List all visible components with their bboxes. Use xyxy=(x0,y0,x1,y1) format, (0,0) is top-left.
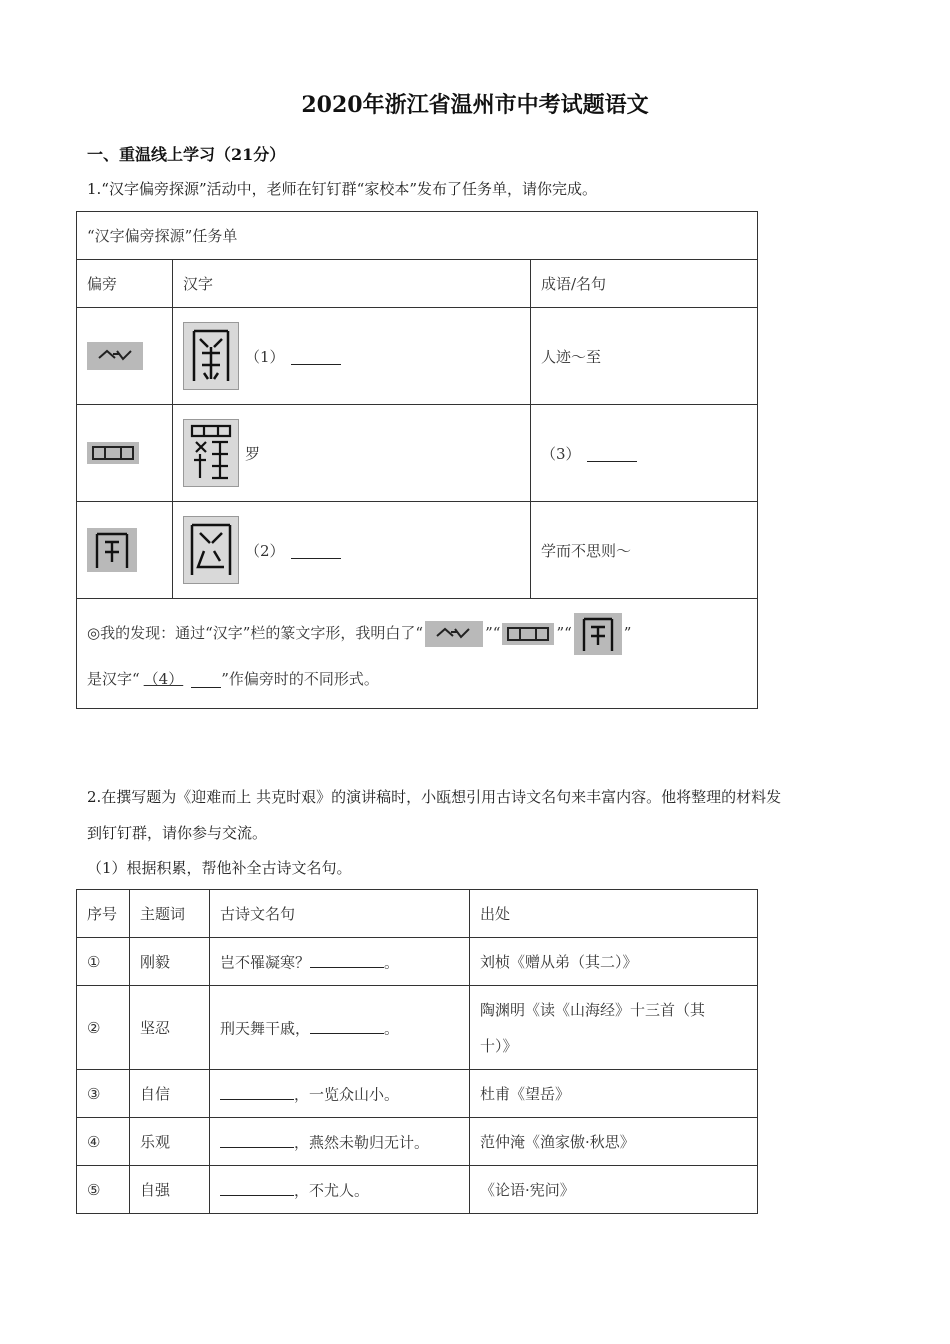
table-row xyxy=(77,1166,758,1214)
seal-character-2-icon xyxy=(183,419,239,487)
poetry-table xyxy=(76,889,758,1214)
row-source: 陶渊明《读《山海经》十三首（其 十）》 xyxy=(470,986,758,1070)
table-row xyxy=(77,986,758,1070)
blank-label-4: （4） xyxy=(143,670,184,688)
phrase-cell: 学而不思则～ xyxy=(531,502,758,599)
discovery-suffix: ” xyxy=(623,624,632,642)
header-character: 汉字 xyxy=(173,260,531,308)
table-row xyxy=(77,502,758,599)
header-theme: 主题词 xyxy=(130,890,210,938)
character-luo: 罗 xyxy=(245,444,261,463)
answer-blank-2[interactable] xyxy=(291,541,341,559)
section-heading: 一、重温线上学习（21分） xyxy=(87,145,286,164)
row-number: ③ xyxy=(77,1070,130,1118)
seal-radical-3-icon xyxy=(87,528,137,572)
poem-blank-3[interactable] xyxy=(220,1082,294,1100)
table-row xyxy=(77,1118,758,1166)
row-quote: ，不尤人。 xyxy=(210,1166,470,1214)
seal-radical-1-icon xyxy=(425,621,483,647)
row-number: ① xyxy=(77,938,130,986)
row-source: 《论语·宪问》 xyxy=(470,1166,758,1214)
row-source: 范仲淹《渔家傲·秋思》 xyxy=(470,1118,758,1166)
discovery-separator: ”“ xyxy=(485,624,501,642)
page-title: 2020年浙江省温州市中考试题语文 xyxy=(301,92,649,118)
row-theme: 自信 xyxy=(130,1070,210,1118)
row-theme: 乐观 xyxy=(130,1118,210,1166)
row-theme: 自强 xyxy=(130,1166,210,1214)
row-number: ⑤ xyxy=(77,1166,130,1214)
question-2-line2: 到钉钉群，请你参与交流。 xyxy=(87,824,268,842)
table-row xyxy=(77,1070,758,1118)
header-radical: 偏旁 xyxy=(77,260,173,308)
seal-character-1-icon xyxy=(183,322,239,390)
blank-label-2: （2） xyxy=(245,541,285,560)
radical-task-table xyxy=(76,211,758,709)
poem-blank-2[interactable] xyxy=(310,1016,384,1034)
poem-blank-1[interactable] xyxy=(310,950,384,968)
row-source: 刘桢《赠从弟（其二）》 xyxy=(470,938,758,986)
discovery-prefix: ◎我的发现：通过“汉字”栏的篆文字形，我明白了“ xyxy=(87,624,424,642)
question-2-line1: 2.在撰写题为《迎难而上 共克时艰》的演讲稿时，小瓯想引用古诗文名句来丰富内容。他将整理的材料发 xyxy=(87,788,782,806)
poem-blank-4[interactable] xyxy=(220,1130,294,1148)
seal-character-3-icon xyxy=(183,516,239,584)
answer-blank-1[interactable] xyxy=(291,347,341,365)
row-theme: 坚忍 xyxy=(130,986,210,1070)
header-phrase: 成语/名句 xyxy=(531,260,758,308)
row-source: 杜甫《望岳》 xyxy=(470,1070,758,1118)
row-theme: 刚毅 xyxy=(130,938,210,986)
table-row xyxy=(77,308,758,405)
discovery-separator: ”“ xyxy=(556,624,572,642)
question-1-intro: 1.“汉字偏旁探源”活动中，老师在钉钉群“家校本”发布了任务单，请你完成。 xyxy=(87,180,597,198)
answer-blank-4[interactable] xyxy=(191,671,221,689)
answer-blank-3[interactable] xyxy=(587,444,637,462)
seal-radical-2-icon xyxy=(502,623,554,645)
header-source: 出处 xyxy=(470,890,758,938)
question-2-sub1: （1）根据积累，帮他补全古诗文名句。 xyxy=(87,859,352,877)
table-row xyxy=(77,405,758,502)
row-quote: ，燕然未勒归无计。 xyxy=(210,1118,470,1166)
row-quote: ，一览众山小。 xyxy=(210,1070,470,1118)
discovery-cell xyxy=(77,599,758,709)
table-row xyxy=(77,938,758,986)
row-quote: 刑天舞干戚， 。 xyxy=(210,986,470,1070)
seal-radical-3-icon xyxy=(574,613,622,655)
discovery-line2-suffix: ”作偏旁时的不同形式。 xyxy=(221,670,379,688)
row-number: ④ xyxy=(77,1118,130,1166)
table-caption: “汉字偏旁探源”任务单 xyxy=(77,212,758,260)
row-number: ② xyxy=(77,986,130,1070)
blank-label-3: （3） xyxy=(541,444,581,463)
row-quote: 岂不罹凝寒？ 。 xyxy=(210,938,470,986)
header-number: 序号 xyxy=(77,890,130,938)
phrase-cell: 人迹～至 xyxy=(531,308,758,405)
seal-radical-1-icon xyxy=(87,342,143,370)
discovery-line2-prefix: 是汉字“ xyxy=(87,670,140,688)
poem-blank-5[interactable] xyxy=(220,1178,294,1196)
seal-radical-2-icon xyxy=(87,442,139,464)
header-quote: 古诗文名句 xyxy=(210,890,470,938)
blank-label-1: （1） xyxy=(245,347,285,366)
